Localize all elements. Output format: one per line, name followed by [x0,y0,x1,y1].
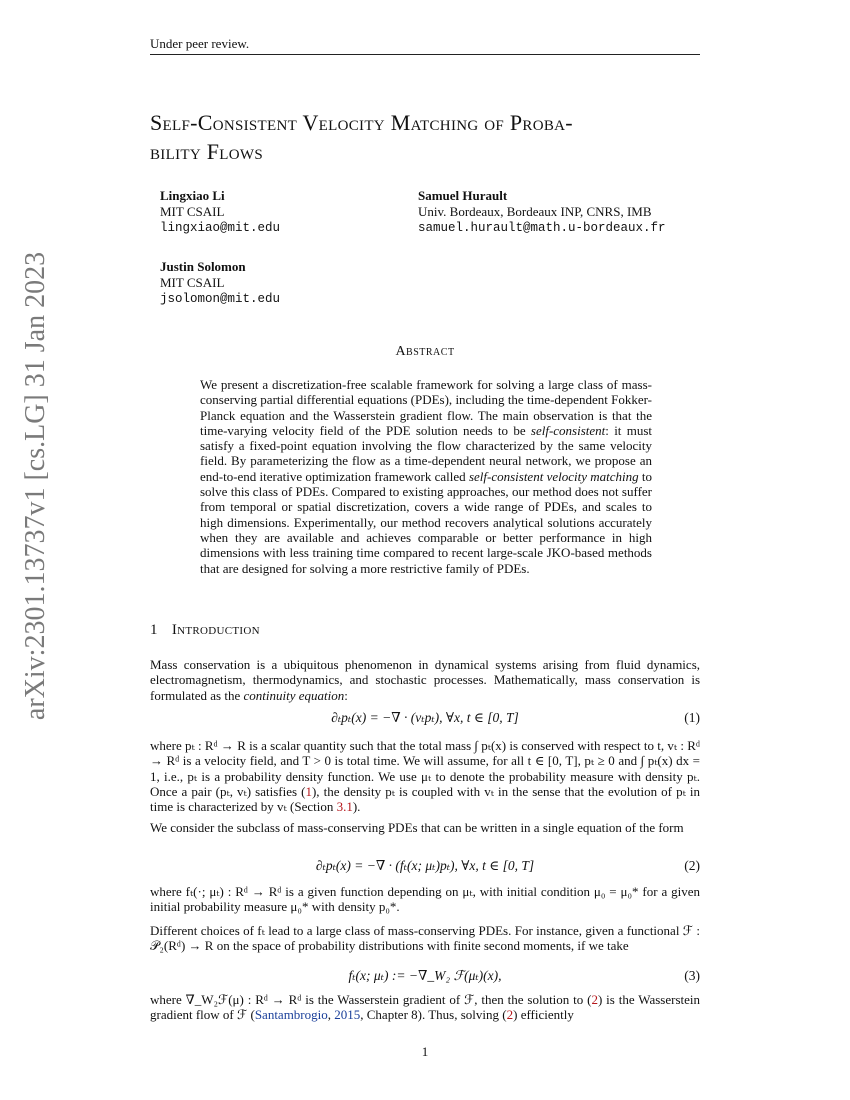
arxiv-id: arXiv:2301.13737v1 [cs.LG] 31 Jan 2023 [20,251,51,721]
citation-link[interactable]: Santambrogio [254,1007,328,1023]
paper-title [150,108,710,166]
title-line-1: Self-Consistent Velocity Matching of Proba- [150,110,573,135]
citation-year-link[interactable]: 2015 [334,1007,361,1023]
paragraph-emphasis: continuity equation [243,687,345,703]
author-affiliation: MIT CSAIL [160,204,225,219]
abstract-body [200,377,652,576]
page-number: 1 [421,1044,429,1059]
paragraph-3: We consider the subclass of mass-conserving PDEs that can be written in a single equation of the form [150,820,684,835]
equation-ref[interactable]: 1 [305,783,312,799]
equation-ref[interactable]: 2 [591,992,598,1007]
paragraph-text: Mass conservation is a ubiquitous phenomenon in dynamical systems arising from fluid dynamics, electromagnetism, thermodynamics, and stochastic processes. Mathematically, mass conservation is formulated as the [150,657,700,703]
abstract-text: to solve this class of PDEs. Compared to existing approaches, our method does not suffer from temporal or spatial discretization, covers a wide range of PDEs, and scales to high dimensions. Experimentally, our method recovers analytical solutions accurately when they are available and achieves comparable or better performance in high dimensions with less training time compared to recent large-scale JKO-based methods that are designed for solving a more restrictive family of PDEs. [200,468,652,576]
section-heading [150,622,260,639]
running-header: Under peer review. [150,36,250,51]
header-rule [150,54,700,55]
paragraph-4: where fₜ(·; μₜ) : Rᵈ → Rᵈ is a given function depending on μₜ, with initial condition μ₀ = μ₀* for a given initial probability measure μ₀* with density p₀*. [150,884,700,915]
abstract-emphasis: self-consistent [530,422,606,438]
author-email[interactable]: lingxiao@mit.edu [160,221,281,235]
author-block-2 [418,188,666,236]
equation-2 [150,858,700,876]
section-title: Introduction [171,622,260,638]
abstract-emphasis: self-consistent velocity matching [468,468,639,484]
paragraph-text: ) is the Wasserstein gradient flow of ℱ ( [150,992,701,1023]
author-affiliation: Univ. Bordeaux, Bordeaux INP, CNRS, IMB [418,204,652,219]
section-ref[interactable]: 3.1 [336,799,353,815]
paragraph-6 [150,992,700,1023]
paragraph-text: ) efficiently [513,1007,574,1023]
title-line-2: bility Flows [150,139,263,164]
equation-expression: fₜ(x; μₜ) := −∇_W₂ ℱ(μₜ)(x), [348,968,502,983]
equation-number: (2) [684,858,700,873]
paragraph-text: ). [352,799,361,815]
equation-ref[interactable]: 2 [506,1007,514,1023]
paragraph-text: , [327,1007,335,1023]
paragraph-text: , Chapter 8). Thus, solving ( [360,1007,507,1023]
author-affiliation: MIT CSAIL [160,275,225,290]
paragraph-text: where pₜ : Rᵈ → R is a scalar quantity such that the total mass ∫ pₜ(x) is conserved with respect to t, vₜ : Rᵈ → Rᵈ is a velocity field, and T > 0 is total time. We will assume, for all t ∈ [0, T], pₜ ≥ 0 and ∫ pₜ(x) dx = 1, i.e., pₜ is a probability density function. We use μₜ to denote the probability measure with density pₜ. Once a pair (pₜ, vₜ) satisfies ( [150,738,700,799]
paragraph-2 [150,738,700,814]
abstract-text: We present a discretization-free scalable framework for solving a large class of mass-conserving partial differential equations (PDEs), including the time-dependent Fokker-Planck equation and the Wasserstein gradient flow. The main observation is that the time-varying velocity field of the PDE solution needs to be [200,377,652,438]
author-block-3 [160,259,280,307]
paragraph-1 [150,657,700,703]
paragraph-text: where ∇_W₂ℱ(μ) : Rᵈ → Rᵈ is the Wasserstein gradient of ℱ, then the solution to ( [150,992,592,1007]
equation-1 [150,710,700,728]
paragraph-5: Different choices of fₜ lead to a large class of mass-conserving PDEs. For instance, given a functional ℱ : 𝒫₂(Rᵈ) → R on the space of probability distributions with finite second moments, if we take [150,923,700,954]
abstract-heading: Abstract [395,344,455,359]
author-email[interactable]: samuel.hurault@math.u-bordeaux.fr [418,221,666,235]
author-name: Samuel Hurault [418,188,508,203]
section-number: 1 [150,622,158,638]
paragraph-text: ), the density pₜ is coupled with vₜ in the sense that the evolution of pₜ in time is characterized by vₜ (Section [150,783,700,815]
equation-number: (3) [684,968,700,983]
equation-expression: ∂ₜpₜ(x) = −∇ · (fₜ(x; μₜ)pₜ), ∀x, t ∈ [0, T] [315,858,535,873]
equation-3 [150,968,700,986]
paragraph-text: : [344,687,348,703]
author-name: Lingxiao Li [160,188,225,203]
author-name: Justin Solomon [160,259,246,274]
abstract-text: : it must satisfy a fixed-point equation involving the flow characterized by the same velocity field. By parameterizing the flow as a time-dependent neural network, we propose an end-to-end iterative optimization framework called [200,422,652,484]
equation-expression: ∂ₜpₜ(x) = −∇ · (vₜpₜ), ∀x, t ∈ [0, T] [331,710,519,725]
author-email[interactable]: jsolomon@mit.edu [160,292,281,306]
author-block-1 [160,188,280,236]
equation-number: (1) [684,710,700,725]
